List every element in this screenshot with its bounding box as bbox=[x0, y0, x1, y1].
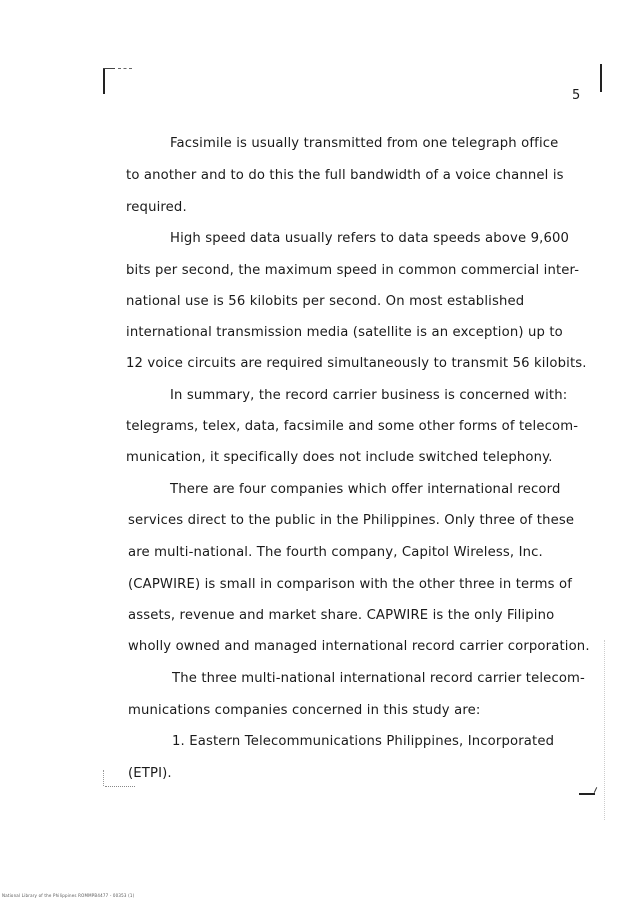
text-line: Facsimile is usually transmitted from one telegraph office bbox=[170, 136, 559, 151]
text-line: to another and to do this the full bandwidth of a voice channel is bbox=[126, 168, 564, 183]
text-line: services direct to the public in the Philippines. Only three of these bbox=[128, 513, 575, 528]
text-line: wholly owned and managed international record carrier corporation. bbox=[128, 639, 590, 654]
text-line: assets, revenue and market share. CAPWIRE is the only Filipino bbox=[128, 608, 555, 623]
text-line: telegrams, telex, data, facsimile and some other forms of telecom- bbox=[126, 419, 579, 434]
text-line: munication, it specifically does not include switched telephony. bbox=[126, 450, 553, 465]
page-number: 5 bbox=[572, 88, 581, 103]
text-line: international transmission media (satellite is an exception) up to bbox=[126, 325, 563, 340]
text-line: 12 voice circuits are required simultaneously to transmit 56 kilobits. bbox=[126, 356, 587, 371]
text-line: The three multi-national international record carrier telecom- bbox=[172, 671, 585, 686]
text-line: munications companies concerned in this study are: bbox=[128, 703, 481, 718]
text-line: are multi-national. The fourth company, Capitol Wireless, Inc. bbox=[128, 545, 543, 560]
archive-footer: National Library of the Philippines ROMMPB4477 - 00353 (1) bbox=[2, 893, 135, 898]
text-line: There are four companies which offer international record bbox=[170, 482, 561, 497]
scan-artifact bbox=[103, 770, 104, 786]
scan-corner-mark-horizontal bbox=[103, 68, 115, 69]
text-line: High speed data usually refers to data speeds above 9,600 bbox=[170, 231, 570, 246]
text-line: In summary, the record carrier business is concerned with: bbox=[170, 388, 568, 403]
list-item-1: 1. Eastern Telecommunications Philippines, Incorporated bbox=[172, 734, 555, 749]
text-line: (ETPI). bbox=[128, 766, 172, 781]
scan-edge-mark bbox=[600, 64, 602, 92]
scan-edge-mark bbox=[594, 787, 597, 793]
scan-artifact bbox=[604, 640, 605, 820]
text-line: (CAPWIRE) is small in comparison with the other three in terms of bbox=[128, 577, 573, 592]
text-line: bits per second, the maximum speed in common commercial inter- bbox=[126, 263, 580, 278]
scan-corner-mark bbox=[103, 68, 105, 94]
scan-edge-mark bbox=[579, 793, 595, 795]
scan-corner-mark-dashes bbox=[118, 68, 132, 70]
text-line: national use is 56 kilobits per second. On most established bbox=[126, 294, 525, 309]
scan-artifact bbox=[105, 786, 135, 787]
text-line: required. bbox=[126, 200, 187, 215]
